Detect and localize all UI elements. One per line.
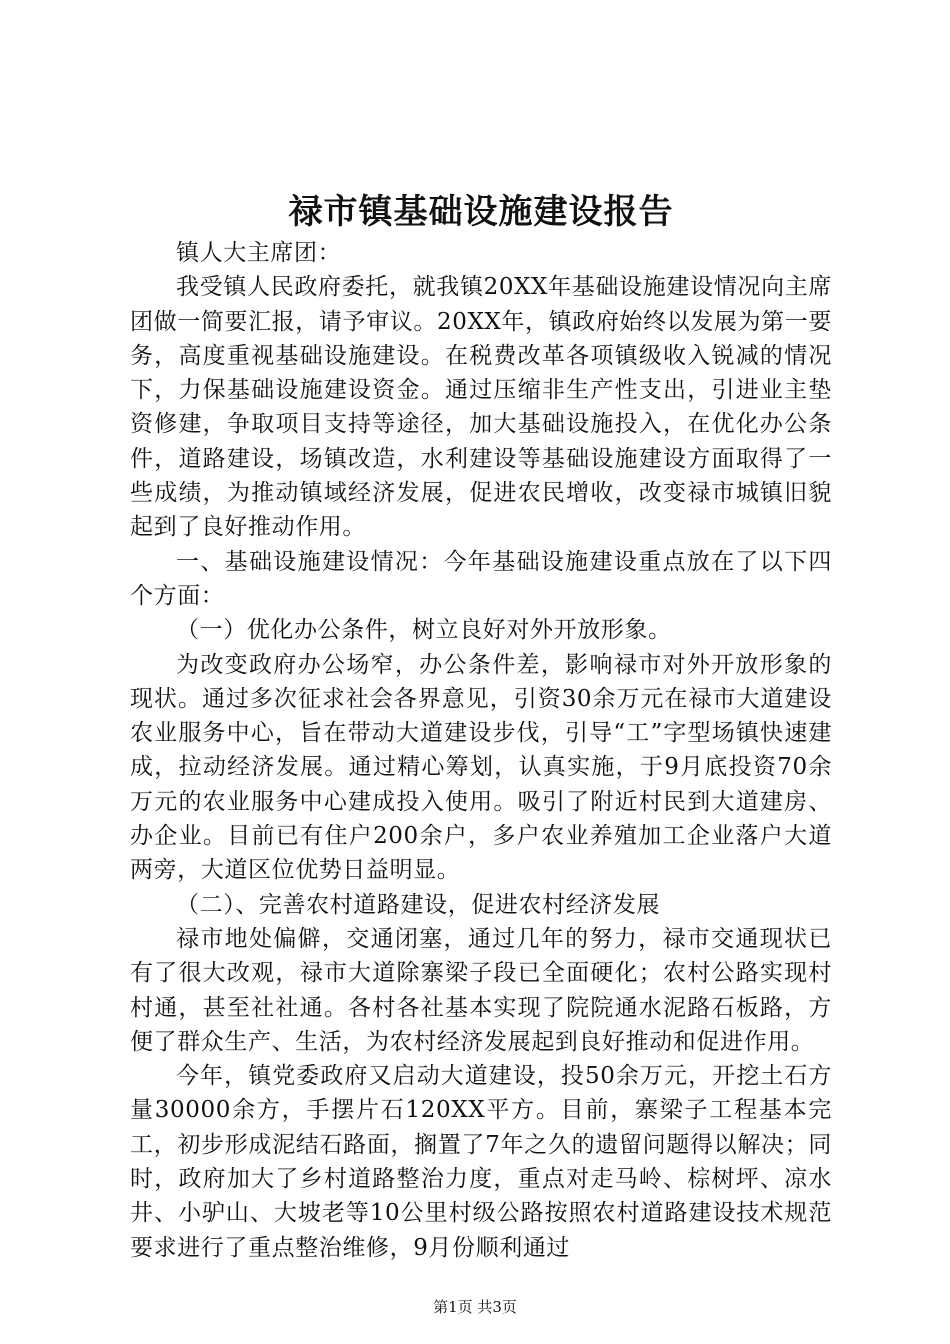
- document-page: [130, 188, 832, 1265]
- paragraph-intro: 我受镇人民政府委托，就我镇20XX年基础设施建设情况向主席团做一简要汇报，请予审议。20XX年，镇政府始终以发展为第一要务，高度重视基础设施建设。在税费改革各项镇级收入锐减的情况下，力保基础设施建设资金。通过压缩非生产性支出，引进业主垫资修建，争取项目支持等途径，加大基础设施投入，在优化办公条件，道路建设，场镇改造，水利建设等基础设施建设方面取得了一些成绩，为推动镇域经济发展，促进农民增收，改变禄市城镇旧貌起到了良好推动作用。: [130, 274, 832, 541]
- paragraph-section-one-heading: 一、基础设施建设情况：今年基础设施建设重点放在了以下四个方面：: [130, 548, 832, 609]
- paragraph-office-conditions: 为改变政府办公场窄，办公条件差，影响禄市对外开放形象的现状。通过多次征求社会各界意见，引资30余万元在禄市大道建设农业服务中心，旨在带动大道建设步伐，引导“工”字型场镇快速建成，拉动经济发展。通过精心筹划，认真实施，于9月底投资70余万元的农业服务中心建成投入使用。吸引了附近村民到大道建房、办企业。目前已有住户200余户，多户农业养殖加工企业落户大道两旁，大道区位优势日益明显。: [130, 651, 832, 884]
- paragraph-subsection-two-heading: （二）、完善农村道路建设，促进农村经济发展: [176, 891, 661, 918]
- paragraph-subsection-one-heading: （一）优化办公条件，树立良好对外开放形象。: [176, 617, 672, 644]
- salutation: 镇人大主席团：: [176, 240, 342, 266]
- document-title: 禄市镇基础设施建设报告: [288, 192, 674, 232]
- page-indicator: 第1页 共3页: [433, 1298, 517, 1316]
- paragraph-road-construction: 今年，镇党委政府又启动大道建设，投50余万元，开挖土石方量30000余方，手摆片石120XX平方。目前，寨梁子工程基本完工，初步形成泥结石路面，搁置了7年之久的遗留问题得以解决；同时，政府加大了乡村道路整治力度，重点对走马岭、棕树坪、凉水井、小驴山、大坡老等10公里村级公路按照农村道路建设技术规范要求进行了重点整治维修，9月份顺利通过: [130, 1063, 832, 1261]
- paragraph-road-status: 禄市地处偏僻，交通闭塞，通过几年的努力，禄市交通现状已有了很大改观，禄市大道除寨梁子段已全面硬化；农村公路实现村村通，甚至社社通。各村各社基本实现了院院通水泥路石板路，方便了群众生产、生活，为农村经济发展起到良好推动和促进作用。: [130, 925, 832, 1055]
